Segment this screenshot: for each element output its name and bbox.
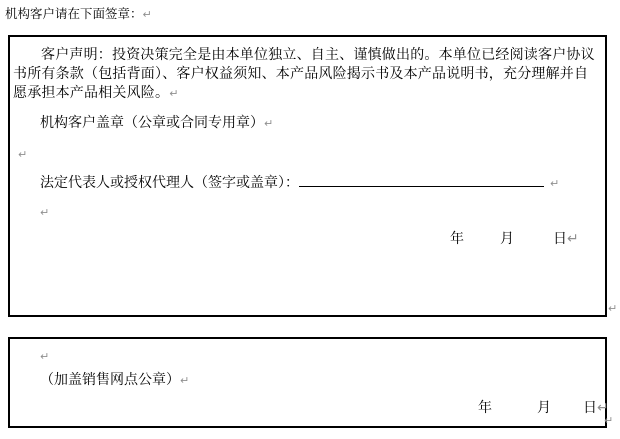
sales-outlet-seal-line — [40, 372, 189, 389]
year-label: 年 — [478, 401, 492, 416]
year-label: 年 — [450, 232, 464, 247]
paragraph-mark-icon: ↵ — [264, 117, 274, 130]
declaration-line: 客户声明：投资决策完全是由本单位独立、自主、谨慎做出的。本单位已经阅读客户协议 — [41, 48, 595, 63]
legal-representative-signature-line — [40, 173, 559, 192]
paragraph-mark-icon: ↵ — [597, 400, 609, 416]
declaration-line-text: 愿承担本产品相关风险。 — [13, 86, 170, 101]
paragraph-mark-icon: ↵ — [40, 206, 50, 219]
header-line — [5, 7, 152, 22]
paragraph-mark-icon: ↵ — [180, 374, 190, 387]
declaration-line: 书所有条款（包括背面）、客户权益须知、本产品风险揭示书及本产品说明书，充分理解并自 — [13, 67, 589, 82]
declaration-line — [13, 84, 595, 103]
sales-outlet-seal-box — [8, 337, 607, 428]
empty-paragraph — [18, 146, 27, 163]
month-label: 月 — [500, 232, 514, 247]
paragraph-mark-icon: ↵ — [18, 148, 28, 161]
paragraph-mark-icon: ↵ — [40, 350, 50, 363]
day-label: 日 — [553, 232, 567, 247]
institution-signature-box — [8, 35, 607, 317]
header-text: 机构客户请在下面签章： — [5, 7, 143, 21]
day-label: 日 — [583, 401, 597, 416]
empty-paragraph — [40, 348, 49, 365]
empty-paragraph — [40, 204, 49, 221]
institution-seal-label: 机构客户盖章（公章或合同专用章） — [40, 116, 264, 131]
signature-blank-field — [299, 173, 544, 187]
paragraph-mark-icon: ↵ — [550, 177, 560, 190]
date-line — [10, 400, 609, 417]
paragraph-mark-icon: ↵ — [604, 414, 614, 427]
signature-label: 法定代表人或授权代理人（签字或盖章）： — [40, 176, 299, 191]
paragraph-mark-icon: ↵ — [567, 231, 579, 247]
client-declaration — [13, 46, 595, 103]
month-label: 月 — [537, 401, 551, 416]
sales-outlet-seal-label: （加盖销售网点公章） — [40, 373, 180, 388]
date-line — [10, 231, 605, 248]
institution-seal-line — [40, 115, 273, 132]
paragraph-mark-icon: ↵ — [142, 8, 152, 21]
paragraph-mark-icon: ↵ — [608, 302, 618, 315]
paragraph-mark-icon: ↵ — [169, 87, 179, 100]
